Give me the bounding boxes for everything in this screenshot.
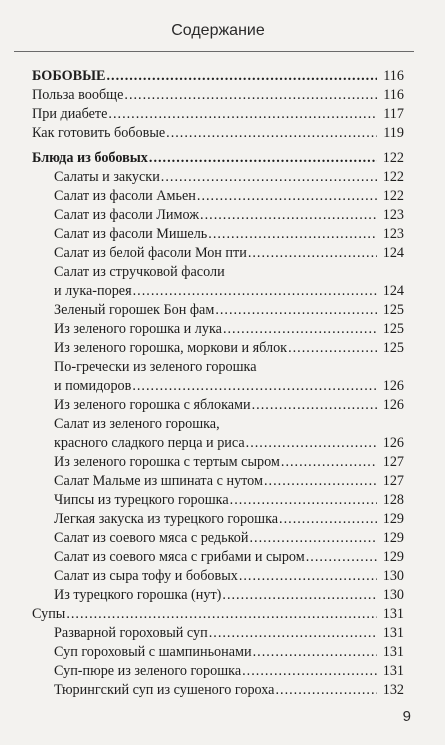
dot-leader [252,396,377,415]
toc-entry-title: Из зеленого горошка с яблоками [54,397,251,413]
page-number: 9 [402,708,411,725]
toc-entry-page: 125 [382,302,404,318]
dot-leader [108,105,377,124]
toc-entry [32,86,404,105]
toc-entry-page: 131 [382,644,404,660]
toc-entry-page: 122 [382,188,404,204]
toc-entry-title: Салат Мальме из шпината с нутом [54,473,263,489]
toc-entry-title: Суп гороховый с шампиньонами [54,644,252,660]
toc-entry-page: 130 [382,568,404,584]
toc-entry-title: Супы [32,606,66,622]
dot-leader [200,206,377,225]
toc-entry-page: 129 [382,549,404,565]
toc-entry-page: 130 [382,587,404,603]
toc-entry-title: При диабете [32,106,108,122]
toc-entry-page: 131 [382,663,404,679]
toc-entry [32,586,404,605]
toc-entry [32,339,404,358]
dot-leader [161,168,377,187]
dot-leader [166,124,377,143]
toc-entry-page: 127 [382,454,404,470]
toc-entry-page: 126 [382,378,404,394]
toc-entry [32,206,404,225]
toc-entry-title: Из турецкого горошка (нут) [54,587,222,603]
toc-entry-title: Салат из соевого мяса с редькой [54,530,249,546]
toc-entry [32,105,404,124]
toc-entry-title: Тюрингский суп из сушеного гороха [54,682,275,698]
dot-leader [133,282,377,301]
toc-entry-page: 126 [382,435,404,451]
toc-entry [32,510,404,529]
toc-entry-title: Польза вообще [32,87,124,103]
toc-entry-title: Как готовить бобовые [32,125,166,141]
toc-entry [32,149,404,168]
toc-entry-page: 131 [382,606,404,622]
toc-entry [32,415,404,434]
toc-entry-title: Чипсы из турецкого горошка [54,492,229,508]
toc-entry [32,301,404,320]
toc-entry-page: 132 [382,682,404,698]
dot-leader [230,491,377,510]
toc-entry-page: 122 [382,150,404,166]
toc-entry [32,124,404,143]
toc-entry-title: Салаты и закуски [54,169,160,185]
toc-entry [32,244,404,263]
dot-leader [306,548,377,567]
toc-entry [32,67,404,86]
toc-entry-title: Салат из соевого мяса с грибами и сыром [54,549,305,565]
toc-entry-title: Из зеленого горошка и лука [54,321,222,337]
dot-leader [132,377,377,396]
toc-entry [32,168,404,187]
toc-entry-title: Зеленый горошек Бон фам [54,302,215,318]
toc-entry-page: 125 [382,340,404,356]
toc-entry-title: Из зеленого горошка с тертым сыром [54,454,280,470]
toc-entry-title: Салат из фасоли Лимож [54,207,200,223]
dot-leader [249,529,377,548]
dot-leader [107,67,378,86]
toc-entry [32,320,404,339]
dot-leader [248,244,377,263]
dot-leader [253,643,377,662]
toc-entry-page: 131 [382,625,404,641]
toc-entry-page: 123 [382,207,404,223]
toc-entry-title: и помидоров [54,378,132,394]
dot-leader [223,320,377,339]
toc-entry-title: Блюда из бобовых [32,150,148,166]
dot-leader [246,434,377,453]
toc-entry-page: 119 [383,125,404,141]
toc-entry [32,491,404,510]
dot-leader [281,453,377,472]
toc-entry-title: Разварной гороховый суп [54,625,208,641]
toc-entry [32,358,404,377]
toc-entry [32,605,404,624]
toc-entry [32,377,404,396]
toc-entry-page: 116 [383,87,404,103]
toc-entry-title: Салат из стручковой фасоли [54,264,225,280]
toc-entry [32,567,404,586]
dot-leader [279,510,377,529]
dot-leader [264,472,377,491]
dot-leader [124,86,377,105]
toc-entry-title: Салат из зеленого горошка, [54,416,220,432]
toc-entry-title: красного сладкого перца и риса [54,435,245,451]
toc-entry [32,225,404,244]
toc-entry-page: 125 [382,321,404,337]
dot-leader [149,149,377,168]
dot-leader [66,605,377,624]
toc-entry-title: Легкая закуска из турецкого горошка [54,511,279,527]
toc-entry-page: 124 [382,283,404,299]
toc-entry [32,529,404,548]
toc-entry [32,434,404,453]
toc-entry-title: и лука-порея [54,283,132,299]
table-of-contents [32,67,404,700]
header-divider [14,51,414,52]
toc-entry-page: 124 [382,245,404,261]
dot-leader [222,586,377,605]
toc-entry [32,187,404,206]
dot-leader [197,187,377,206]
dot-leader [208,225,377,244]
toc-entry [32,263,404,282]
toc-entry [32,282,404,301]
toc-entry-title: Из зеленого горошка, моркови и яблок [54,340,288,356]
toc-entry [32,681,404,700]
toc-entry-page: 116 [383,68,404,84]
toc-entry-page: 128 [382,492,404,508]
dot-leader [209,624,377,643]
toc-entry-page: 122 [382,169,404,185]
toc-entry-title: По-гречески из зеленого горошка [54,359,257,375]
dot-leader [242,662,377,681]
dot-leader [239,567,377,586]
toc-entry-page: 127 [382,473,404,489]
toc-entry [32,453,404,472]
dot-leader [288,339,377,358]
toc-entry [32,662,404,681]
toc-entry-title: Суп-пюре из зеленого горошка [54,663,242,679]
toc-entry-page: 129 [382,511,404,527]
toc-entry-title: Салат из фасоли Мишель [54,226,208,242]
toc-entry [32,548,404,567]
toc-entry [32,472,404,491]
toc-entry-page: 129 [382,530,404,546]
toc-entry [32,396,404,415]
toc-entry-title: Салат из сыра тофу и бобовых [54,568,238,584]
toc-entry-page: 117 [383,106,404,122]
toc-entry [32,643,404,662]
running-header: Содержание [171,22,265,39]
dot-leader [215,301,377,320]
dot-leader [275,681,377,700]
toc-entry-title: Салат из белой фасоли Мон пти [54,245,247,261]
toc-entry-page: 123 [382,226,404,242]
toc-entry-title: Салат из фасоли Амьен [54,188,196,204]
toc-entry [32,624,404,643]
toc-entry-title: БОБОВЫЕ [32,68,106,84]
toc-entry-page: 126 [382,397,404,413]
